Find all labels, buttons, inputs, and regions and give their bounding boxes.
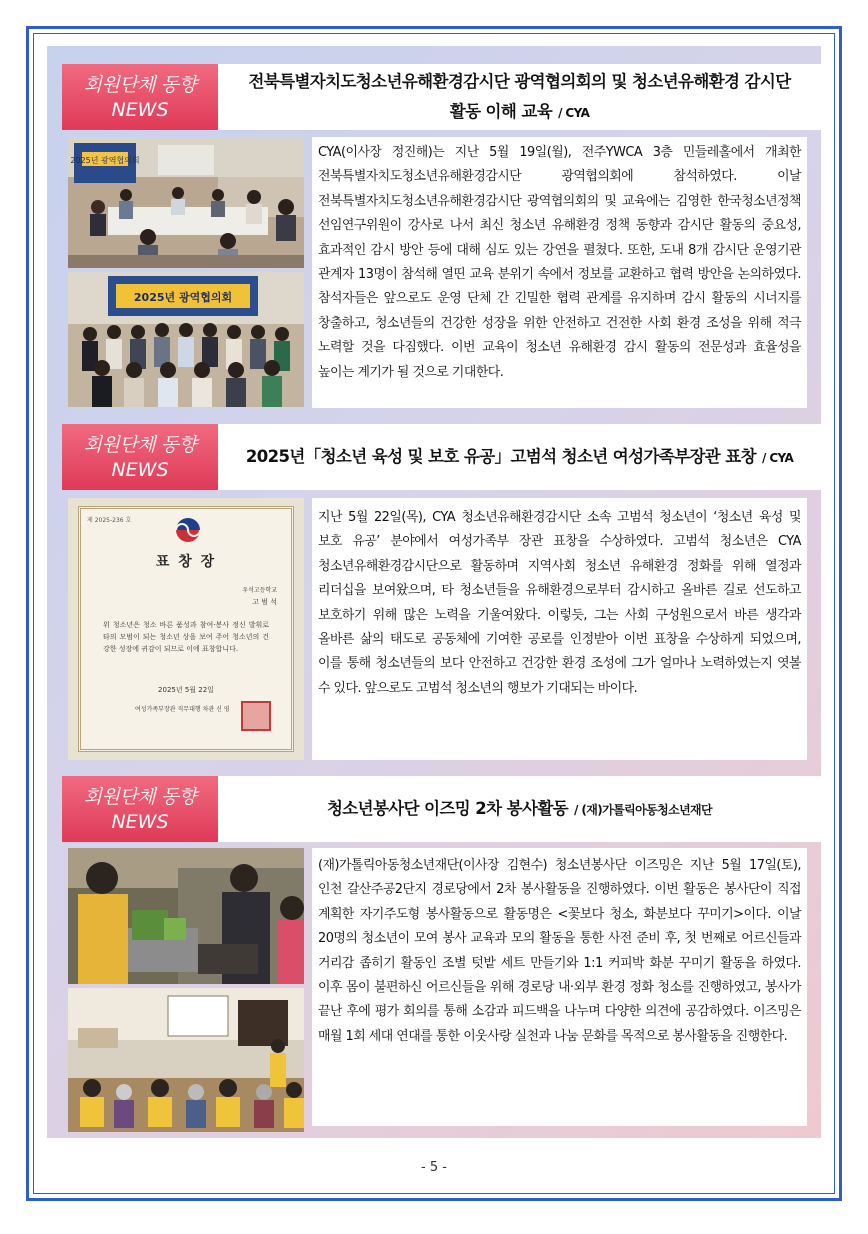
news-badge	[62, 64, 218, 130]
news-title-box	[218, 424, 821, 490]
news-body	[312, 137, 807, 408]
certificate-photo	[68, 498, 304, 760]
news-title: 청소년봉사단 이즈밍 2차 봉사활동	[326, 798, 568, 818]
news-badge	[62, 776, 218, 842]
news-body	[312, 498, 807, 760]
certificate-number: 제 2025-236 호	[87, 517, 132, 524]
badge-news: NEWS	[111, 459, 169, 481]
news-badge	[62, 424, 218, 490]
badge-label: 회원단체 동향	[83, 434, 197, 456]
photo-column	[68, 137, 304, 407]
official-seal	[241, 701, 271, 731]
certificate-heading: 표 창 장	[155, 554, 217, 570]
badge-news: NEWS	[111, 99, 169, 121]
news-body	[312, 848, 807, 1126]
news-body-text: CYA(이사장 정진해)는 지난 5월 19일(월), 전주YWCA 3층 민들레홀에서 개최한 전북특별자치도청소년유해환경감시단 광역협의회에 참석하였다. 이날 전북특별자치도청소년유해환경감시단 광역협의회의 및 교육에는 김영한 한국청소년정책 선임연구위원이 강사로 나서 최신 청소년 유해환경 정책 동향과 감시단 활동의 중요성, 효과적인 감시 방안 등에 대해 심도 있는 강연을 펼쳤다. 또한, 도내 8개 감시단 운영기관 관계자 13명이 참석해 열띤 교육 분위기 속에서 정보를 교환하고 협력 방안을 논의하였다. 참석자들은 앞으로도 운영 단체 간 긴밀한 협력 관계를 유지하며 감시 활동의 시너지를 창출하고, 청소년들의 건강한 성장을 위한 안전하고 건전한 사회 환경 조성을 위해 적극 노력할 것을 다짐했다. 이번 교육이 청소년 유해환경 감시 활동의 전문성과 효율성을 높이는 계기가 될 것으로 기대한다.	[318, 145, 801, 380]
news-source: / CYA	[761, 450, 794, 465]
news-section-1	[47, 60, 821, 410]
banner-caption: 2025년 광역협의회	[70, 156, 140, 165]
certificate-issuer: 여성가족부장관 직무대행 차관 신 영	[135, 706, 230, 713]
news-title-box	[218, 776, 821, 842]
certificate-name: 고 범 석	[252, 598, 277, 606]
news-title: 전북특별자치도청소년유해환경감시단 광역협의회의 및 청소년유해환경 감시단 활동 이해 교육	[248, 71, 791, 121]
news-source: / CYA	[558, 105, 590, 120]
news-body-text: 지난 5월 22일(목), CYA 청소년유해환경감시단 소속 고범석 청소년이 ‘청소년 육성 및 보호 유공’ 분야에서 여성가족부 장관 표창을 수상하였다. 고범석 청소년은 CYA 청소년유해환경감시단으로 활동하며 지역사회 청소년 유해환경 정화를 위해 열정과 리더십을 보여왔으며, 타 청소년들을 유해환경으로부터 감시하고 올바른 길로 선도하고 보호하기 위해 많은 노력을 기울여왔다. 이렇듯, 그는 사회 구성원으로서 바른 생각과 올바른 삶의 태도로 공동체에 기여한 공로를 인정받아 이번 표창을 수상하게 되었으며, 이를 통해 청소년들의 보다 안전하고 건강한 환경 조성에 그가 얼마나 노력하였는지 엿볼 수 있다. 앞으로도 고범석 청소년의 행보가 기대되는 바이다.	[318, 510, 801, 696]
badge-news: NEWS	[111, 811, 169, 833]
certificate-text: 위 청소년은 청소 바른 품성과 참여·봉사 정신 발휘로 타의 모범이 되는 청소년 상을 보여 주어 청소년의 건강한 성장에 귀감이 되므로 이에 표창합니다.	[103, 621, 269, 653]
certificate-school: 우석고등학교	[242, 587, 277, 594]
page-number: - 5 -	[421, 1160, 447, 1175]
meeting-photo	[68, 137, 304, 268]
news-section-2	[47, 420, 821, 770]
group-photo	[68, 272, 304, 407]
volunteers-photo	[68, 988, 304, 1132]
news-section-3	[47, 776, 821, 1136]
news-source: / (재)가톨릭아동청소년재단	[574, 802, 713, 817]
news-body-text: (재)가톨릭아동청소년재단(이사장 김현수) 청소년봉사단 이즈밍은 지난 5월 17일(토), 인천 갈산주공2단지 경로당에서 2차 봉사활동을 진행하였다. 이번 활동은 봉사단이 직접 계획한 자기주도형 봉사활동으로 활동명은 <꽃보다 청소, 화분보다 꾸미기>이다. 이날 20명의 청소년이 모여 봉사 교육과 모의 활동을 통한 사전 준비 후, 첫 번째로 어르신들과 거리감 좁히기 활동인 조별 텃밭 세트 만들기와 1:1 커피박 화분 꾸미기 활동을 하였다. 이후 몸이 불편하신 어르신들을 위해 경로당 내·외부 환경 정화 청소를 진행하였고, 봉사가 끝난 후에 평가 회의를 통해 소감과 피드백을 나누며 다양한 의견에 공감하였다. 이즈밍은 매월 1회 세대 연대를 통한 이웃사랑 실천과 나눔 문화를 목적으로 봉사활동을 진행한다.	[318, 858, 801, 1044]
news-title: 2025년「청소년 육성 및 보호 유공」고범석 청소년 여성가족부장관 표창	[245, 446, 756, 466]
certificate-date: 2025년 5월 22일	[158, 686, 214, 694]
news-title-box	[218, 64, 821, 130]
banner-caption: 2025년 광역협의회	[133, 291, 233, 304]
certificate	[78, 506, 294, 752]
government-emblem-icon	[173, 515, 203, 545]
badge-label: 회원단체 동향	[83, 74, 197, 96]
photo-column	[68, 848, 304, 1132]
badge-label: 회원단체 동향	[83, 786, 197, 808]
gardening-photo	[68, 848, 304, 984]
